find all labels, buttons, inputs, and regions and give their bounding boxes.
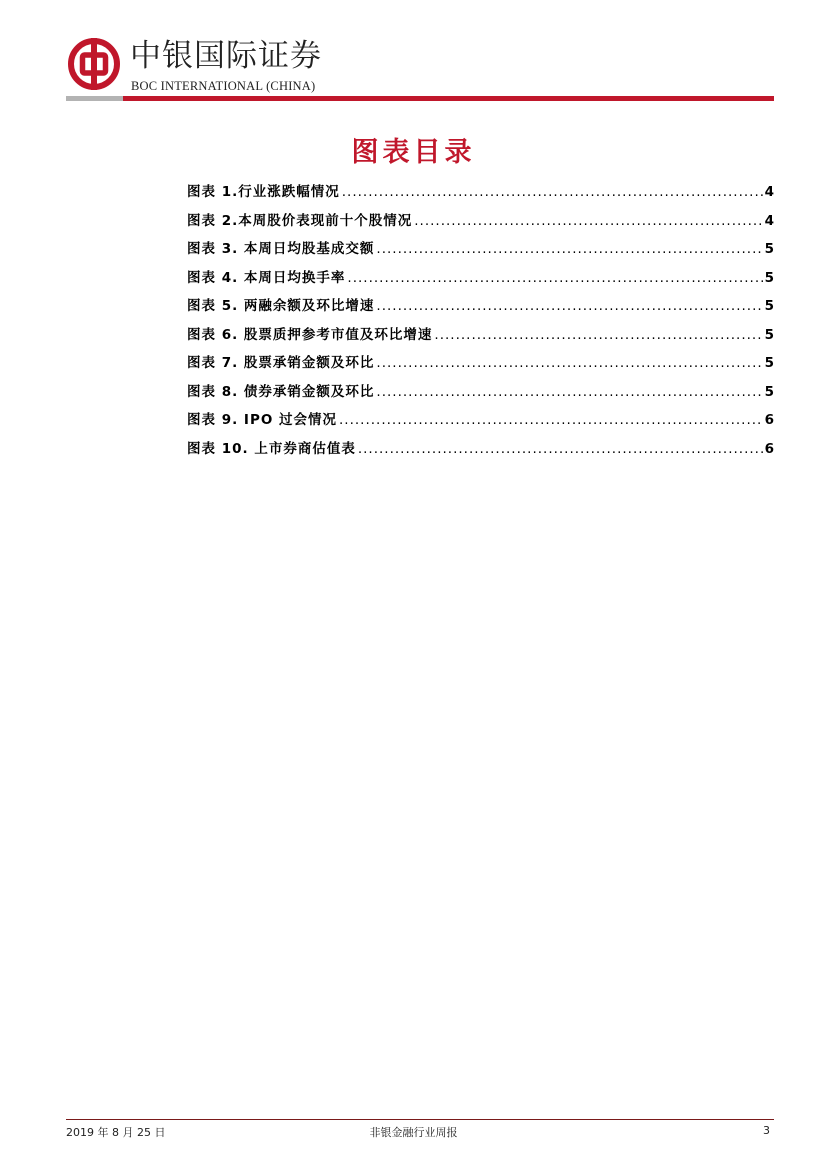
- boc-logo-icon: [68, 38, 120, 90]
- toc-entry-page: 6: [764, 412, 774, 428]
- header-bar-grey: [66, 96, 123, 101]
- toc-entry[interactable]: [187, 209, 774, 238]
- toc-entry-label: 图表 8. 债券承销金额及环比: [187, 383, 375, 400]
- toc-entry-page: 4: [764, 212, 774, 229]
- toc-entry[interactable]: [187, 380, 774, 409]
- toc-entry-page: 4: [764, 184, 774, 200]
- toc-title: 图表目录: [351, 137, 476, 168]
- toc-leader-dots: [434, 327, 762, 343]
- toc-entry[interactable]: [187, 323, 774, 352]
- toc-leader-dots: [376, 355, 762, 371]
- toc-entry[interactable]: [187, 351, 774, 380]
- toc-entry-label: 图表 5. 两融余额及环比增速: [187, 298, 375, 314]
- toc-leader-dots: [342, 184, 763, 200]
- toc-leader-dots: [376, 241, 762, 257]
- toc-entry[interactable]: [187, 180, 774, 209]
- toc-leader-dots: [339, 412, 763, 428]
- toc-entry-page: 5: [764, 355, 774, 371]
- toc-entry-label: 图表 2.本周股价表现前十个股情况: [187, 212, 413, 229]
- toc-entry-label: 图表 7. 股票承销金额及环比: [187, 355, 375, 371]
- toc-entry-label: 图表 9. IPO 过会情况: [187, 412, 338, 428]
- footer-rule: [66, 1119, 774, 1120]
- toc-leader-dots: [376, 298, 762, 314]
- toc-leader-dots: [347, 270, 762, 286]
- toc-list: [187, 180, 774, 465]
- toc-entry[interactable]: [187, 408, 774, 437]
- toc-entry[interactable]: [187, 237, 774, 266]
- brand-name-en: BOC INTERNATIONAL (CHINA): [131, 79, 316, 93]
- toc-entry[interactable]: [187, 294, 774, 323]
- toc-entry-page: 5: [764, 298, 774, 314]
- toc-entry-label: 图表 1.行业涨跌幅情况: [187, 184, 340, 200]
- toc-entry[interactable]: [187, 266, 774, 295]
- toc-entry-page: 6: [764, 440, 774, 457]
- toc-entry-page: 5: [764, 326, 774, 343]
- footer-report-name: 非银金融行业周报: [369, 1126, 458, 1139]
- toc-leader-dots: [358, 441, 763, 457]
- header-bar-red: [123, 96, 774, 101]
- footer-page-number: 3: [763, 1124, 770, 1137]
- toc-leader-dots: [414, 213, 762, 229]
- toc-entry-label: 图表 4. 本周日均换手率: [187, 269, 346, 286]
- brand-name-cn: 中银国际证券: [130, 38, 322, 74]
- toc-entry-page: 5: [764, 383, 774, 400]
- toc-entry-page: 5: [764, 269, 774, 286]
- toc-entry-label: 图表 3. 本周日均股基成交额: [187, 241, 375, 257]
- footer-date: 2019 年 8 月 25 日: [66, 1126, 166, 1139]
- toc-entry[interactable]: [187, 437, 774, 466]
- toc-entry-label: 图表 6. 股票质押参考市值及环比增速: [187, 326, 433, 343]
- toc-entry-label: 图表 10. 上市券商估值表: [187, 440, 356, 457]
- toc-leader-dots: [376, 384, 762, 400]
- toc-entry-page: 5: [764, 241, 774, 257]
- header-bar: [66, 96, 774, 101]
